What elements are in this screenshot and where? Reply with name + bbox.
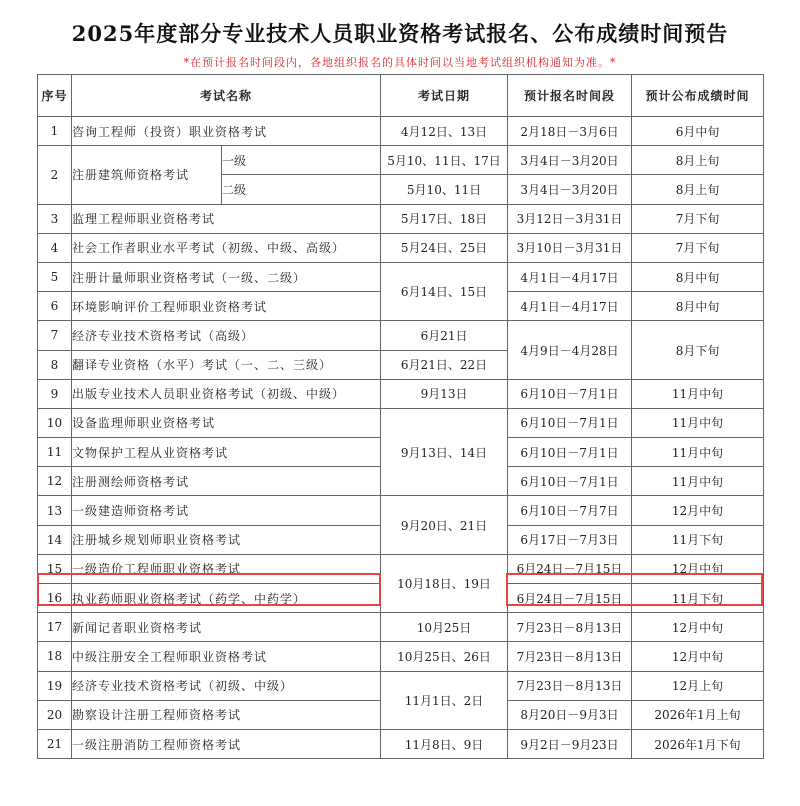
score-release: 8月下旬 <box>632 321 764 379</box>
exam-level: 二级 <box>222 175 381 204</box>
score-release: 11月下旬 <box>632 525 764 554</box>
table-row <box>38 233 764 262</box>
score-release: 12月中旬 <box>632 613 764 642</box>
registration-period: 7月23日－8月13日 <box>508 642 632 671</box>
table-row <box>38 729 764 758</box>
score-release: 11月中旬 <box>632 438 764 467</box>
score-release: 11月中旬 <box>632 408 764 437</box>
exam-name: 一级造价工程师职业资格考试 <box>72 554 381 583</box>
exam-date: 11月1日、2日 <box>381 671 508 729</box>
row-no: 2 <box>38 146 72 204</box>
exam-level: 一级 <box>222 146 381 175</box>
exam-name: 注册测绘师资格考试 <box>72 467 381 496</box>
exam-name: 勘察设计注册工程师资格考试 <box>72 700 381 729</box>
table-row <box>38 613 764 642</box>
row-no: 8 <box>38 350 72 379</box>
header-exam-date: 考试日期 <box>381 75 508 117</box>
notice-text: *在预计报名时间段内，各地组织报名的具体时间以当地考试组织机构通知为准。* <box>183 56 617 69</box>
score-release: 12月中旬 <box>632 554 764 583</box>
row-no: 9 <box>38 379 72 408</box>
table-row <box>38 117 764 146</box>
row-no: 19 <box>38 671 72 700</box>
exam-date: 5月17日、18日 <box>381 204 508 233</box>
registration-period: 6月10日－7月1日 <box>508 438 632 467</box>
row-no: 16 <box>38 584 72 613</box>
registration-period: 3月12日－3月31日 <box>508 204 632 233</box>
exam-date: 9月13日 <box>381 379 508 408</box>
registration-period: 6月10日－7月1日 <box>508 379 632 408</box>
exam-date: 6月21日、22日 <box>381 350 508 379</box>
exam-date: 10月25日、26日 <box>381 642 508 671</box>
registration-period: 7月23日－8月13日 <box>508 613 632 642</box>
row-no: 7 <box>38 321 72 350</box>
score-release: 11月下旬 <box>632 584 764 613</box>
registration-period: 6月17日－7月3日 <box>508 525 632 554</box>
exam-name: 设备监理师职业资格考试 <box>72 408 381 437</box>
exam-date: 9月20日、21日 <box>381 496 508 554</box>
row-no: 14 <box>38 525 72 554</box>
exam-date: 6月14日、15日 <box>381 262 508 320</box>
table-row <box>38 642 764 671</box>
row-no: 21 <box>38 729 72 758</box>
table-row <box>38 671 764 700</box>
exam-name: 社会工作者职业水平考试（初级、中级、高级） <box>72 233 381 262</box>
header-exam-name: 考试名称 <box>72 75 381 117</box>
exam-name: 中级注册安全工程师职业资格考试 <box>72 642 381 671</box>
table-row <box>38 496 764 525</box>
exam-name: 经济专业技术资格考试（高级） <box>72 321 381 350</box>
row-no: 1 <box>38 117 72 146</box>
registration-period: 3月10日－3月31日 <box>508 233 632 262</box>
exam-date: 6月21日 <box>381 321 508 350</box>
table-row <box>38 262 764 291</box>
registration-period: 3月4日－3月20日 <box>508 146 632 175</box>
exam-date: 9月13日、14日 <box>381 408 508 496</box>
exam-date: 10月25日 <box>381 613 508 642</box>
exam-name: 文物保护工程从业资格考试 <box>72 438 381 467</box>
table-row <box>38 204 764 233</box>
row-no: 18 <box>38 642 72 671</box>
row-no: 10 <box>38 408 72 437</box>
exam-name: 执业药师职业资格考试（药学、中药学） <box>72 584 381 613</box>
table-row <box>38 379 764 408</box>
exam-name: 出版专业技术人员职业资格考试（初级、中级） <box>72 379 381 408</box>
score-release: 12月上旬 <box>632 671 764 700</box>
exam-date: 5月24日、25日 <box>381 233 508 262</box>
row-no: 4 <box>38 233 72 262</box>
exam-name: 翻译专业资格（水平）考试（一、二、三级） <box>72 350 381 379</box>
row-no: 20 <box>38 700 72 729</box>
registration-period: 4月9日－4月28日 <box>508 321 632 379</box>
exam-date: 5月10、11日 <box>381 175 508 204</box>
score-release: 8月上旬 <box>632 146 764 175</box>
registration-period: 7月23日－8月13日 <box>508 671 632 700</box>
score-release: 8月上旬 <box>632 175 764 204</box>
score-release: 8月中旬 <box>632 262 764 291</box>
row-no: 12 <box>38 467 72 496</box>
row-no: 5 <box>38 262 72 291</box>
table-header-row <box>38 75 764 117</box>
score-release: 11月中旬 <box>632 467 764 496</box>
row-no: 15 <box>38 554 72 583</box>
row-no: 3 <box>38 204 72 233</box>
registration-period: 9月2日－9月23日 <box>508 729 632 758</box>
exam-name: 监理工程师职业资格考试 <box>72 204 381 233</box>
score-release: 7月下旬 <box>632 204 764 233</box>
exam-name: 注册计量师职业资格考试（一级、二级） <box>72 262 381 291</box>
exam-date: 5月10、11日、17日 <box>381 146 508 175</box>
score-release: 2026年1月下旬 <box>632 729 764 758</box>
registration-period: 6月10日－7月7日 <box>508 496 632 525</box>
registration-period: 4月1日－4月17日 <box>508 292 632 321</box>
score-release: 7月下旬 <box>632 233 764 262</box>
page-title: 2025年度部分专业技术人员职业资格考试报名、公布成绩时间预告 <box>71 21 729 46</box>
exam-name: 一级建造师资格考试 <box>72 496 381 525</box>
score-release: 8月中旬 <box>632 292 764 321</box>
table-row <box>38 321 764 350</box>
exam-name: 咨询工程师（投资）职业资格考试 <box>72 117 381 146</box>
exam-date: 4月12日、13日 <box>381 117 508 146</box>
table-row <box>38 408 764 437</box>
exam-date: 10月18日、19日 <box>381 554 508 612</box>
registration-period: 6月10日－7月1日 <box>508 467 632 496</box>
table-row <box>38 146 764 175</box>
registration-period: 6月24日－7月15日 <box>508 554 632 583</box>
header-no: 序号 <box>38 75 72 117</box>
row-no: 6 <box>38 292 72 321</box>
row-no: 17 <box>38 613 72 642</box>
exam-date: 11月8日、9日 <box>381 729 508 758</box>
exam-name: 一级注册消防工程师资格考试 <box>72 729 381 758</box>
score-release: 12月中旬 <box>632 642 764 671</box>
exam-name: 新闻记者职业资格考试 <box>72 613 381 642</box>
row-no: 11 <box>38 438 72 467</box>
registration-period: 4月1日－4月17日 <box>508 262 632 291</box>
exam-name: 经济专业技术资格考试（初级、中级） <box>72 671 381 700</box>
registration-period: 2月18日－3月6日 <box>508 117 632 146</box>
exam-name: 注册建筑师资格考试 <box>72 146 222 204</box>
exam-name: 注册城乡规划师职业资格考试 <box>72 525 381 554</box>
score-release: 11月中旬 <box>632 379 764 408</box>
row-no: 13 <box>38 496 72 525</box>
registration-period: 6月24日－7月15日 <box>508 584 632 613</box>
table-row-highlighted <box>38 554 764 583</box>
header-score-release: 预计公布成绩时间 <box>632 75 764 117</box>
exam-name: 环境影响评价工程师职业资格考试 <box>72 292 381 321</box>
score-release: 2026年1月上旬 <box>632 700 764 729</box>
header-registration-period: 预计报名时间段 <box>508 75 632 117</box>
registration-period: 6月10日－7月1日 <box>508 408 632 437</box>
score-release: 6月中旬 <box>632 117 764 146</box>
score-release: 12月中旬 <box>632 496 764 525</box>
registration-period: 3月4日－3月20日 <box>508 175 632 204</box>
registration-period: 8月20日－9月3日 <box>508 700 632 729</box>
exam-schedule-table <box>37 74 764 759</box>
